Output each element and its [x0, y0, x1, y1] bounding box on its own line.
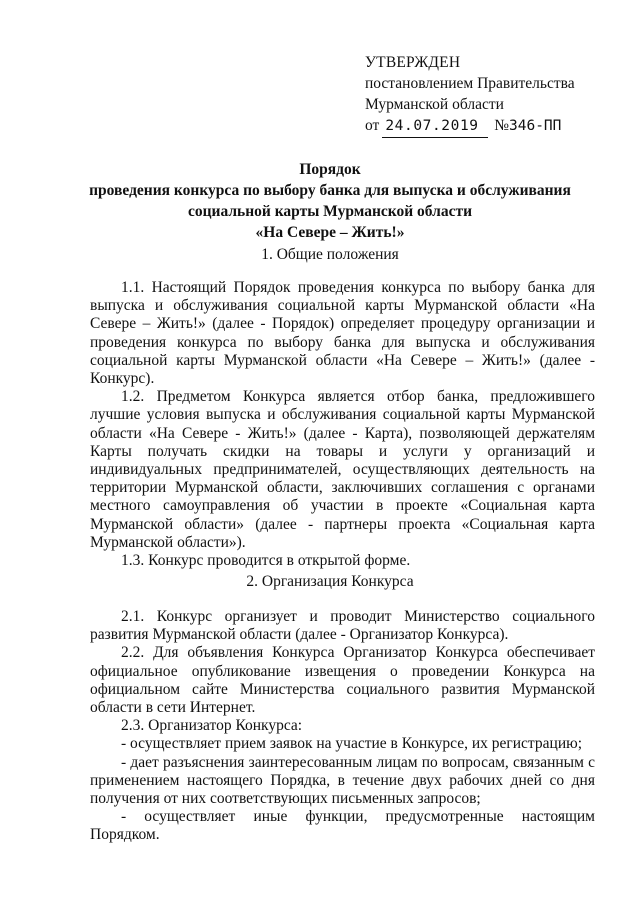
- section-1-body: [90, 279, 595, 570]
- section-2-body: [90, 608, 595, 845]
- paragraph-1-3: 1.3. Конкурс проводится в открытой форме.: [121, 552, 411, 570]
- approval-number: 346-ПП: [509, 118, 562, 134]
- approval-date: 24.07.2019: [382, 116, 488, 138]
- document-title: [60, 159, 600, 243]
- title-line-2: проведения конкурса по выбору банка для выпуска и обслуживания: [89, 182, 571, 199]
- section-1-heading: 1. Общие положения: [261, 246, 399, 263]
- approval-number-label: №: [494, 117, 509, 134]
- paragraph-2-1: 2.1. Конкурс организует и проводит Министерство социального развития Мурманской области (далее - Организатор Конкурса).: [90, 608, 595, 644]
- approval-date-line: [365, 115, 605, 138]
- title-line-1: Порядок: [299, 161, 361, 178]
- list-item: - осуществляет иные функции, предусмотренные настоящим Порядком.: [90, 808, 595, 844]
- paragraph-2-2: 2.2. Для объявления Конкурса Организатор Конкурса обеспечивает официальное опубликование извещения о проведении Конкурса на официальном сайте Министерства социального развития Мурманской области в сети Интернет.: [90, 644, 595, 717]
- list-item: - дает разъяснения заинтересованным лицам по вопросам, связанным с применением настоящего Порядка, в течение двух рабочих дней со дня получения от них соответствующих письменных запросов;: [90, 753, 595, 808]
- approval-line-2: Мурманской области: [365, 96, 504, 113]
- paragraph-2-3: 2.3. Организатор Конкурса:: [121, 717, 303, 735]
- approval-stamp: [365, 52, 605, 138]
- approval-heading: УТВЕРЖДЕН: [365, 54, 461, 71]
- paragraph-1-1: 1.1. Настоящий Порядок проведения конкурса по выбору банка для выпуска и обслуживания социальной карты Мурманской области «На Севере – Жить!» (далее - Порядок) определяет процедуру организации и проведения конкурса по выбору банка для выпуска и обслуживания социальной карты Мурманской области «На Севере – Жить!» (далее - Конкурс).: [90, 279, 595, 388]
- approval-from-label: от: [365, 117, 380, 134]
- title-line-4: «На Севере – Жить!»: [255, 224, 405, 241]
- list-item: - осуществляет прием заявок на участие в Конкурсе, их регистрацию;: [121, 735, 583, 753]
- paragraph-1-2: 1.2. Предметом Конкурса является отбор банка, предложившего лучшие условия выпуска и обслуживания социальной карты Мурманской области «На Севере - Жить!» (далее - Карта), позволяющей держателям Карты получать скидки на товары и услуги у организаций и индивидуальных предпринимателей, осуществляющих деятельность на территории Мурманской области, заключивших соглашения с органами местного самоуправления об участии в проекте «Социальная карта Мурманской области» (далее - партнеры проекта «Социальная карта Мурманской области»).: [90, 388, 595, 551]
- approval-line-1: постановлением Правительства: [365, 75, 575, 92]
- title-line-3: социальной карты Мурманской области: [187, 203, 473, 220]
- section-2-heading: 2. Организация Конкурса: [246, 573, 414, 590]
